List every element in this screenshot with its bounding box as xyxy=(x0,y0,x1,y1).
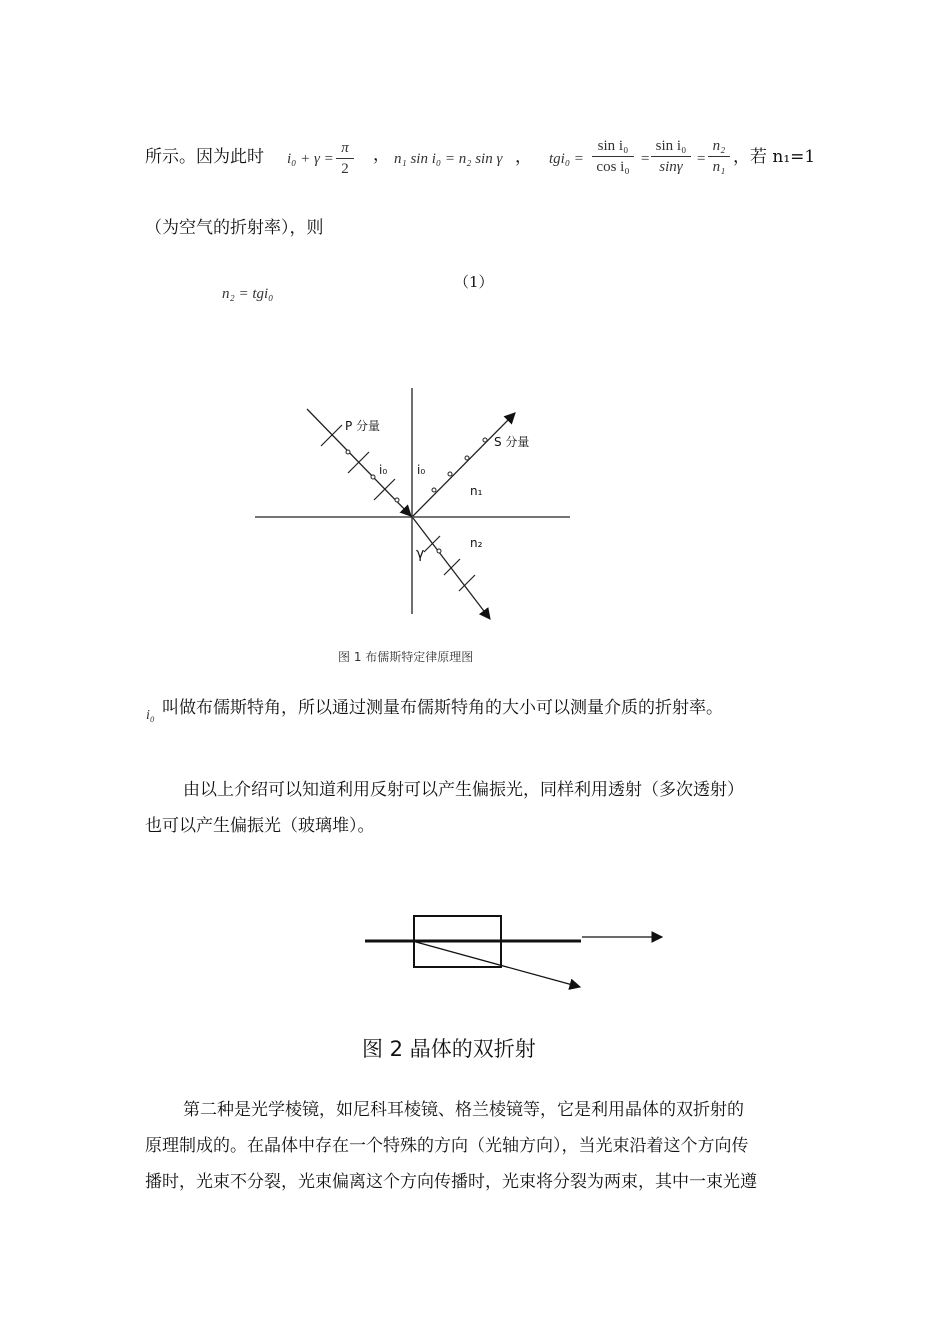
extraordinary-ray xyxy=(416,942,580,987)
label-incidence-angle: i₀ xyxy=(379,463,388,477)
fraction-numerator: n₂ xyxy=(708,138,730,157)
formula-number: （1） xyxy=(454,273,494,291)
figure-1-caption: 图 1 布儒斯特定律原理图 xyxy=(338,650,474,664)
equation-snell-law: n₁ sin i₀ = n₂ sin γ xyxy=(394,151,503,167)
refracted-s-dot xyxy=(437,549,441,553)
refracted-ray xyxy=(413,518,490,619)
equation-angle-sum-lhs: i₀ + γ = xyxy=(287,151,334,167)
paragraph-prism-line-1: 第二种是光学棱镜，如尼科耳棱镜、格兰棱镜等，它是利用晶体的双折射的 xyxy=(183,1100,744,1120)
figure-birefringence-diagram xyxy=(0,900,950,1000)
fraction-numerator: sin i₀ xyxy=(651,138,691,157)
equals-sign: = xyxy=(640,151,651,167)
reflected-ray xyxy=(413,413,515,516)
refracted-p-ticks xyxy=(424,536,475,591)
separator-comma: ， xyxy=(515,147,532,167)
label-refraction-angle: γ xyxy=(416,546,425,562)
intro-lead: 所示。因为此时 xyxy=(145,147,264,167)
equals-sign: = xyxy=(696,151,707,167)
formula-brewster: n₂ = tgi₀ xyxy=(222,286,274,302)
fraction-denominator: sinγ xyxy=(659,159,683,175)
fraction-denominator: 2 xyxy=(341,161,349,177)
intro-tail: ，若 n₁=1 xyxy=(733,147,816,167)
paragraph-brewster-angle: 叫做布儒斯特角，所以通过测量布儒斯特角的大小可以测量介质的折射率。 xyxy=(162,698,723,718)
label-s-component: S 分量 xyxy=(494,435,530,449)
label-p-component: P 分量 xyxy=(345,419,381,433)
intro-line-2: （为空气的折射率），则 xyxy=(145,218,324,238)
label-n2: n₂ xyxy=(470,536,483,550)
fraction-denominator: cos i₀ xyxy=(596,159,630,175)
paragraph-polarization-line-1: 由以上介绍可以知道利用反射可以产生偏振光，同样利用透射（多次透射） xyxy=(183,780,744,800)
fraction-numerator: sin i₀ xyxy=(592,138,634,157)
label-reflection-angle: i₀ xyxy=(417,463,426,477)
fraction-denominator: n₁ xyxy=(712,159,726,175)
label-n1: n₁ xyxy=(470,484,483,498)
paragraph-prism-line-3: 播时，光束不分裂，光束偏离这个方向传播时，光束将分裂为两束，其中一束光遵 xyxy=(145,1172,757,1192)
paragraph-polarization-line-2: 也可以产生偏振光（玻璃堆）。 xyxy=(145,816,375,836)
separator-comma: ， xyxy=(373,145,390,165)
paragraph-prism-line-2: 原理制成的。在晶体中存在一个特殊的方向（光轴方向），当光束沿着这个方向传 xyxy=(145,1136,749,1156)
fraction-numerator: π xyxy=(336,140,354,159)
brewster-angle-symbol: i₀ xyxy=(146,708,155,723)
equation-tangent-lhs: tgi₀ = xyxy=(549,151,584,167)
figure-2-caption: 图 2 晶体的双折射 xyxy=(362,1037,536,1061)
